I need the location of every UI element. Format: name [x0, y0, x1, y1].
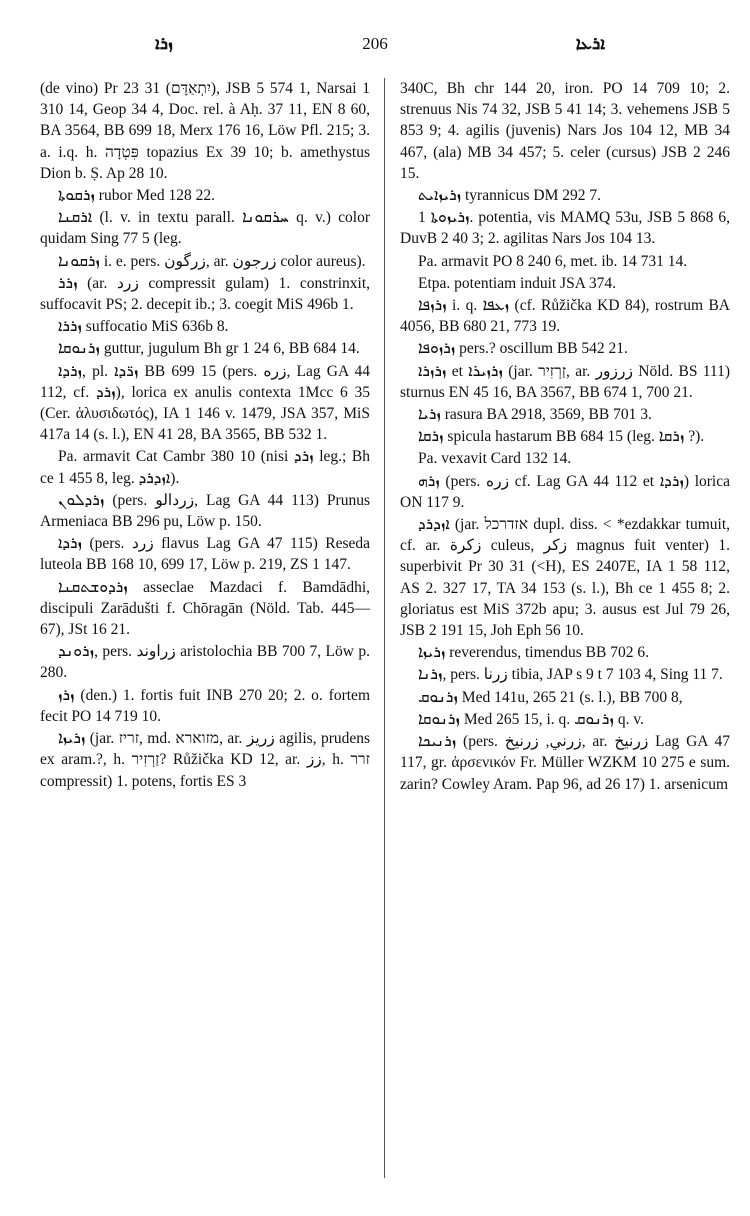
header-right-word: ܐܪܥܐ: [575, 34, 605, 54]
left-entry-4: ܙܪܪ (ar. زرد compressit gulam) 1. constrinxit, suffocavit PS; 2. decepit ib.; 3. coegit MiS 496b 1.: [40, 274, 370, 314]
right-entry-16: ܙܪܢܘܩܐ Med 265 15, i. q. ܙܪܢܘܩ q. v.: [418, 710, 644, 728]
page-number: 206: [362, 34, 388, 53]
left-entry-2: ܐܪܩܢܐ (l. v. in textu parall. ܚܪܩܘܢܐ q. v.) color quidam Sing 77 5 (leg.: [40, 209, 370, 248]
right-entry-6: ܙܪܙܘܦܐ pers.? oscillum BB 542 21.: [418, 340, 628, 358]
right-entry-7: ܙܪܙܪܐ et ܙܪܙܝܪܐ (jar. זַרְזִיר, ar. زرزور Nöld. BS 111) sturnus EN 45 16, BA 3567, BB 674 1, 700 21.: [400, 362, 731, 401]
right-entry-17: ܙܪܢܝܟܐ (pers. زرني, زرنيخ, ar. زرنيخ Lag GA 47 117, gr. ἀρσενικόν Fr. Müller WZKM 10 275 e sum. zarin? Cowley Aram. Pap 96, ad 26 17) 1. arsenicum: [400, 733, 731, 793]
right-entry-8: ܙܪܝܐ rasura BA 2918, 3569, BB 701 3.: [418, 406, 652, 424]
left-entry-14: ܙܪܝܙܐ (jar. זריז, md. מזוארא, ar. زريز agilis, prudens ex aram.?, h. זַרְזִיר? Růžička KD 12, ar. زز, h. זרר compressit) 1. potens, fortis ES 3: [40, 730, 371, 790]
right-entry-1: ܙܪܝܙܐܝܬ tyrannicus DM 292 7.: [418, 187, 602, 205]
left-entry-1: ܙܪܩܘܬܐ rubor Med 128 22.: [58, 187, 216, 205]
right-entry-5: ܙܪܙܦܐ i. q. ܙܥܦܐ (cf. Růžička KD 84), rostrum BA 4056, BB 680 21, 773 19.: [400, 297, 730, 336]
left-entry-6: ܙܪܢܘܩܐ guttur, jugulum Bh gr 1 24 6, BB 684 14.: [58, 340, 360, 358]
left-column: [40, 78, 370, 793]
right-entry-3: Pa. armavit PO 8 240 6, met. ib. 14 731 14.: [418, 252, 688, 270]
right-entry-4: Etpa. potentiam induit JSA 374.: [418, 274, 617, 292]
left-entry-8: Pa. armavit Cat Cambr 380 10 (nisi ܙܪܕ leg.; Bh ce 1 455 8, leg. ܐܙܕܪܕ).: [40, 448, 370, 487]
right-entry-13: ܙܪܝܙܐ reverendus, timendus BB 702 6.: [418, 644, 649, 662]
left-entry-7: ܙܪܕܐ, pl. ܙܪ̈ܕܐ BB 699 15 (pers. زره, Lag GA 44 112, cf. ܙܪܕ), lorica ex anulis contexta 1Mcc 6 35 (Cer. ἁλυσιδωτός), IA 1 146 v. 1479, JSA 357, MiS 417a 14 (s. l.), EN 41 28, BA 3565, BB 532 1.: [40, 362, 370, 444]
left-entry-0: (de vino) Pr 23 31 (יִתְאַדָּם), JSB 5 574 1, Narsai 1 310 14, Geop 34 4, Doc. rel. à Aḥ. 37 11, EN 8 60, BA 3564, BB 699 18, Merx 176 16, Löw Pfl. 215; 3. a. i.q. h. פִּטְדָה topazius Ex 39 10; b. amethystus Dion b. Ṣ. Ap 28 10.: [40, 80, 371, 182]
right-entry-14: ܙܪܢܐ, pers. زرنا tibia, JAP s 9 t 7 103 4, Sing 11 7.: [418, 666, 723, 684]
header-left-word: ܙܪܐ: [155, 34, 173, 54]
left-entry-12: ܙܪܘܢܕ, pers. زراوند aristolochia BB 700 7, Löw p. 280.: [40, 643, 370, 682]
left-entry-5: ܙܪܪܐ suffocatio MiS 636b 8.: [58, 318, 229, 336]
column-divider: [384, 78, 385, 1178]
right-entry-12: ܐܙܕܪܕ (jar. אזדרכל dupl. diss. < *ezdakkar tumuit, cf. ar. زكرة culeus, زكر magnus fuit venter) 1. superbivit Pr 30 31 (<H), ES 2407E, IA 1 58 112, AS 2. 327 17, TA 34 153 (s. l.), Bh ce 1 455 8; 2. gloriatus est MiS 372b apu; 3. ausus est Jul 79 26, JSB 2 191 15, Joh Eph 56 10.: [400, 516, 730, 640]
right-entry-10: Pa. vexavit Card 132 14.: [418, 450, 572, 468]
left-entry-10: ܙܪܕܐ (pers. زرد flavus Lag GA 47 115) Reseda luteola BB 168 10, 699 17, Löw p. 219, ZS 1 147.: [40, 535, 370, 574]
left-entry-11: ܙܪܕܘܫܬܩܢܐ asseclae Mazdaci f. Bamdādhi, discipuli Zarādušti f. Chōragān (Nöld. Tab. 445—67), JSt 16 21.: [40, 578, 370, 639]
right-entry-9: ܙܪܩܐ spicula hastarum BB 684 15 (leg. ܙܪܩܐ ?).: [418, 428, 705, 446]
left-entry-3: ܙܪܩܘܢܐ i. e. pers. زرگون, ar. زرجون color aureus).: [58, 252, 366, 270]
left-entry-13: ܙܪܙ (den.) 1. fortis fuit INB 270 20; 2. o. fortem fecit PO 14 719 10.: [40, 686, 370, 725]
left-entry-9: ܙܪܕܠܘܢ (pers. زردالو, Lag GA 44 113) Prunus Armeniaca BB 296 pu, Löw p. 150.: [40, 491, 370, 531]
right-entry-0: 340C, Bh chr 144 20, iron. PO 14 709 10; 2. strenuus Nis 74 32, JSB 5 41 14; 3. vehemens JSB 5 853 9; 4. agilis (juvenis) Nars Jos 104 12, MB 34 467, (ala) MB 34 457; 5. celer (cursus) JSB 2 246 15.: [400, 80, 730, 182]
right-entry-15: ܙܪܢܘܩ Med 141u, 265 21 (s. l.), BB 700 8,: [418, 688, 683, 706]
right-entry-2: ܙܪܝܙܘܬܐ 1. potentia, vis MAMQ 53u, JSB 5 868 6, DuvB 2 40 3; 2. agilitas Nars Jos 104 13.: [400, 209, 730, 248]
right-column: [400, 78, 730, 796]
right-entry-11: ܙܪܗ (pers. زره cf. Lag GA 44 112 et ܙܪܕܐ) lorica ON 117 9.: [400, 472, 730, 511]
page-header: [40, 30, 710, 60]
